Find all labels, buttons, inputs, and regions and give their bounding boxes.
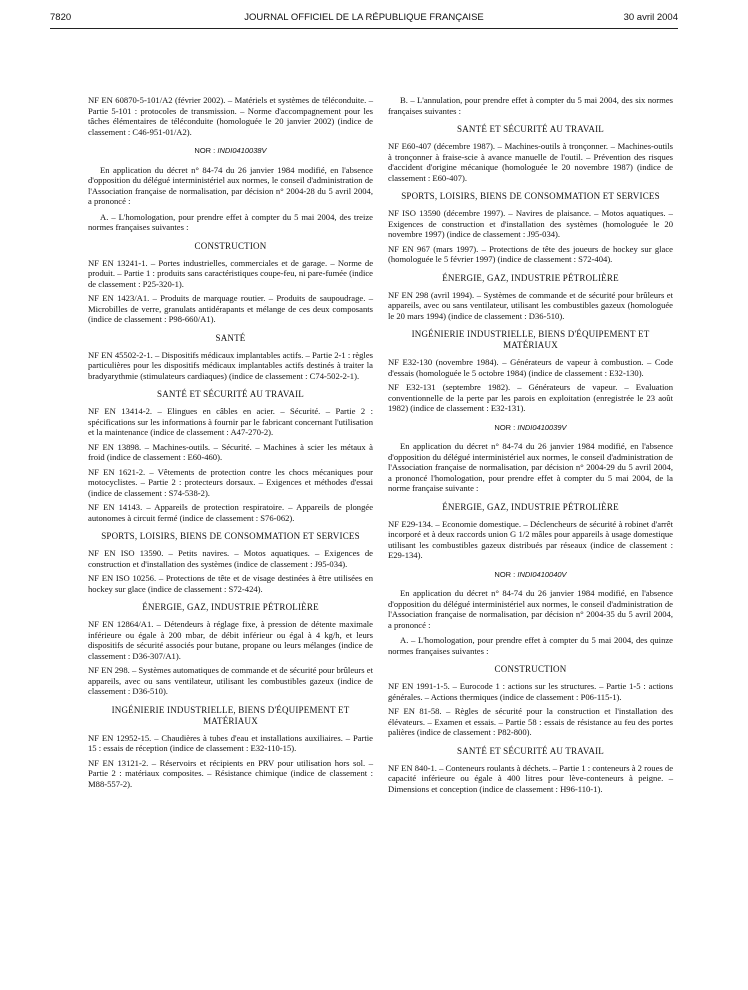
standard-description: – Economie domestique. – Déclencheurs de sécurité à robinet d'arrêt incorporé et à deux raccords union G 1/2 mâles pour appareils à usage domestique utilisant les combustibles gazeux distribués par réseaux (indice de classement : E29-134). [388, 518, 673, 560]
standard-code: NF EN 14143. [88, 502, 143, 512]
standard-code: NF EN 60870-5-101/A2 (février 2002). [88, 95, 226, 105]
standard-description: – Systèmes automatiques de commande et de sécurité pour brûleurs et appareils, avec ou sans ventilateur, utilisant les combustibles gazeux (indice de classement : D36-510). [88, 665, 373, 696]
standard-code: NF E29-134. [388, 518, 434, 529]
standard-description: – Dispositifs médicaux implantables actifs. – Partie 2-1 : règles particulières pour les dispositifs médicaux implantables actifs destinés à traiter la bradyarythmie (stimulateurs cardiaques) (indice de classement : C74-502-2-1). [88, 349, 373, 381]
section-heading: SPORTS, LOISIRS, BIENS DE CONSOMMATION ET SERVICES [401, 191, 660, 201]
section-heading: INGÉNIERIE INDUSTRIELLE, BIENS D'ÉQUIPEMENT ET MATÉRIAUX [111, 704, 350, 726]
standard-code: NF EN 13898. [88, 441, 142, 452]
standard-code: NF EN 13414-2. [88, 406, 153, 416]
standard-description: – Portes industrielles, commerciales et de garage. – Norme de produit. – Partie 1 : produits sans caractéristiques coupe-feu, ni pare-fumée (indice de classement : P25-320-1). [88, 257, 374, 289]
standard-entry [88, 573, 373, 594]
standard-code: NF EN 298. [88, 665, 130, 675]
standard-code: NF EN 45502-2-1. [88, 349, 153, 360]
standard-code: NF EN 967 (mars 1997). [388, 243, 479, 254]
standard-code: NF EN 13121-2. [88, 757, 149, 768]
standard-code: NF EN 1991-1-5. [388, 681, 450, 691]
standard-code: NF EN ISO 10256. [88, 573, 157, 583]
standard-entry [388, 706, 673, 738]
section-heading: CONSTRUCTION [494, 664, 567, 674]
standard-entry [388, 519, 673, 561]
issue-date: 30 avril 2004 [623, 12, 678, 23]
standard-entry [388, 208, 673, 240]
standard-description: – Systèmes de commande et de sécurité pour brûleurs et appareils, avec ou sans ventilateur, utilisant les combustibles gazeux (homologuée le 20 mars 1994) (indice de classement : D36-510). [388, 289, 674, 321]
left-column [88, 95, 373, 793]
section-heading: ÉNERGIE, GAZ, INDUSTRIE PÉTROLIÈRE [442, 501, 619, 512]
section-heading: INGÉNIERIE INDUSTRIELLE, BIENS D'ÉQUIPEMENT ET MATÉRIAUX [411, 329, 650, 350]
standard-description: – Détendeurs à réglage fixe, à pression de détente maximale inférieure ou égale à 200 mbar, de débit inférieur ou égal à 4 kg/h, et leurs dispositifs de sécurité associés pour butane, propane ou leurs mélanges (indice de classement : D36-307/A1). [88, 619, 373, 661]
standard-description: – Vêtements de protection contre les chocs mécaniques pour motocyclistes. – Partie 2 : protecteurs dorsaux. – Exigences et méthodes d'essai (indice de classement : S74-538-2). [88, 466, 374, 498]
nor-reference: NOR : INDI0410039V [494, 422, 567, 432]
standard-description: – Machines-outils à tronçonner. – Machines-outils à tronçonner à fraise-scie à avance manuelle de l'outil. – Prévention des risques d'accident d'origine mécanique (homologuée le 20 novembre 1987) (indice de classement : E60-407). [388, 141, 674, 183]
standard-entry [88, 293, 373, 325]
standard-description: – Générateurs de vapeur à combustion. – Code d'essais (homologuée le 5 octobre 1984) (indice de classement : E32-130). [388, 357, 674, 378]
standard-description: – Navires de plaisance. – Motos aquatiques. – Exigences de construction et d'installation des systèmes (homologuée le 20 novembre 1997) (indice de classement : J95-034). [388, 208, 673, 239]
standard-entry [88, 665, 373, 697]
standard-code: NF EN 840-1. [388, 762, 437, 773]
standard-entry [388, 382, 673, 414]
standard-entry [88, 758, 373, 790]
section-heading: SPORTS, LOISIRS, BIENS DE CONSOMMATION ET SERVICES [101, 531, 360, 541]
section-heading: SANTÉ ET SÉCURITÉ AU TRAVAIL [457, 124, 604, 134]
section-heading: SANTÉ ET SÉCURITÉ AU TRAVAIL [157, 389, 304, 399]
standard-entry [88, 350, 373, 382]
section-heading: ÉNERGIE, GAZ, INDUSTRIE PÉTROLIÈRE [442, 272, 619, 283]
standard-code: NF EN 13241-1. [88, 257, 148, 268]
standard-entry [88, 467, 373, 499]
standard-code: NF ISO 13590 (décembre 1997). [388, 208, 506, 218]
standard-entry [388, 357, 673, 378]
decision-paragraph: En application du décret n° 84-74 du 26 janvier 1984 modifié, en l'absence d'opposition du délégué interministériel aux normes, le conseil d'administration de l'Association française de normalisation, par décision n° 2004-35 du 5 avril 2004, a prononcé : [388, 588, 673, 630]
standard-entry [388, 763, 673, 795]
standard-description: – Appareils de protection respiratoire. – Appareils de plongée autonomes à circuit fermé (indice de classement : S76-062). [88, 502, 374, 523]
standard-description: – Matériels et systèmes de téléconduite. – Partie 5-101 : protocoles de transmission. – Norme d'accompagnement pour les tâches élémentaires de téléconduite (homologuée le 20 janvier 2002) (indice de classement : C46-951-01/A2). [88, 95, 373, 137]
standard-description: – Chaudières à tubes d'eau et installations auxiliaires. – Partie 15 : essais de réception (indice de classement : E32-110-15). [88, 732, 373, 753]
standard-code: NF E32-131 (septembre 1982). [388, 382, 511, 392]
decision-paragraph: En application du décret n° 84-74 du 26 janvier 1984 modifié, en l'absence d'opposition du délégué interministériel aux normes, le conseil d'administration de l'Association française de normalisation, par décision n° 2004-29 du 5 avril 2004, a prononcé l'homologation, pour prendre effet à compter du 5 mai 2004, de la norme française suivante : [388, 441, 673, 493]
section-heading: SANTÉ ET SÉCURITÉ AU TRAVAIL [457, 745, 604, 756]
standard-entry [88, 406, 373, 438]
section-heading: SANTÉ [215, 332, 246, 343]
nor-code: INDI0410039V [517, 422, 567, 432]
standard-entry [88, 733, 373, 754]
standard-description: – Règles de sécurité pour la construction et l'installation des élévateurs. – Examen et essais. – Partie 58 : essais de résistance au feu des portes palières (indice de classement : P82-800). [388, 706, 673, 737]
section-heading: ÉNERGIE, GAZ, INDUSTRIE PÉTROLIÈRE [142, 602, 319, 612]
decision-paragraph: En application du décret n° 84-74 du 26 janvier 1984 modifié, en l'absence d'opposition du délégué interministériel aux normes, le conseil d'administration de l'Association française de normalisation, par décision n° 2004-28 du 5 avril 2004, a prononcé : [88, 164, 373, 206]
standard-code: NF EN 1423/A1. [88, 293, 150, 303]
standard-entry [388, 681, 673, 702]
energy-section [388, 502, 673, 561]
standard-code: NF EN 12864/A1. [88, 619, 154, 629]
standard-code: NF EN 81-58. [388, 706, 442, 716]
standard-code: NF EN 298 (avril 1994). [388, 289, 475, 300]
standard-entry [88, 442, 373, 463]
standard-code: NF EN 12952-15. [88, 732, 152, 743]
standard-entry [388, 244, 673, 265]
standard-entry [388, 141, 673, 183]
section-heading: CONSTRUCTION [194, 240, 267, 251]
nor-code: INDI0410038V [217, 146, 267, 155]
nor-code: INDI0410040V [517, 569, 567, 579]
standard-entry [88, 502, 373, 523]
right-column [388, 95, 673, 798]
homologation-paragraph: A. – L'homologation, pour prendre effet à compter du 5 mai 2004, des quinze normes françaises suivantes : [388, 635, 673, 656]
annulation-sections [388, 124, 673, 414]
standard-description: – Petits navires. – Motos aquatiques. – Exigences de construction et d'installation des systèmes (indice de classement : J95-034). [88, 548, 373, 569]
journal-title: JOURNAL OFFICIEL DE LA RÉPUBLIQUE FRANÇAISE [244, 12, 484, 23]
standard-description: – Conteneurs roulants à déchets. – Partie 1 : conteneurs à 2 roues de capacité inférieure ou égale à 400 litres pour lève-conteneurs à peigne. – Dimensions et conception (indice de classement : H96-110-1). [388, 762, 674, 794]
standard-description: – Elingues en câbles en acier. – Sécurité. – Partie 2 : spécifications sur les informations à fournir par le fabricant concernant l'utilisation et la maintenance (indice de classement : A47-270-2). [88, 406, 373, 437]
standard-code: NF E60-407 (décembre 1987). [388, 141, 496, 151]
standard-entry [88, 258, 373, 290]
standard-code: NF E32-130 (novembre 1984). [388, 357, 499, 367]
standard-description: – Produits de marquage routier. – Produits de saupoudrage. – Microbilles de verre, granulats antidérapants et mélange de ces deux composants (indice de classement : P98-660/A1). [88, 293, 373, 324]
page-header [50, 8, 678, 29]
standard-entry [88, 95, 373, 137]
standard-description: – Machines-outils. – Sécurité. – Machines à scier les métaux à froid (indice de classement : E60-460). [88, 441, 373, 462]
left-sections [88, 241, 373, 790]
nor-reference: NOR : INDI0410038V [194, 146, 267, 155]
standard-description: – Protections de tête des joueurs de hockey sur glace (homologuée le 5 février 1997) (indice de classement : S72-404). [388, 243, 673, 264]
homologation-paragraph: A. – L'homologation, pour prendre effet à compter du 5 mai 2004, des treize normes françaises suivantes : [88, 211, 373, 232]
standard-entry [88, 548, 373, 569]
standard-description: – Générateurs de vapeur. – Evaluation conventionnelle de la perte par les parois en exploitation (enregistrée le 23 août 1982) (indice de classement : E32-131). [388, 382, 673, 413]
standard-description: – Réservoirs et récipients en PRV pour utilisation hors sol. – Partie 2 : matériaux composites. – Résistance chimique (indice de classement : M88-557-2). [88, 757, 374, 789]
homologation-sections [388, 664, 673, 794]
standard-description: – Eurocode 1 : actions sur les structures. – Partie 1-5 : actions générales. – Actions thermiques (indice de classement : P06-115-1). [388, 681, 673, 702]
standard-description: – Protections de tête et de visage destinées à être utilisées en hockey sur glace (indice de classement : S72-424). [88, 573, 373, 594]
annulation-paragraph: B. – L'annulation, pour prendre effet à compter du 5 mai 2004, des six normes françaises suivantes : [388, 95, 673, 116]
nor-reference: NOR : INDI0410040V [494, 569, 567, 579]
standard-code: NF EN 1621-2. [88, 466, 146, 477]
page-number: 7820 [50, 12, 72, 23]
standard-entry [388, 290, 673, 322]
standard-code: NF EN ISO 13590. [88, 548, 164, 558]
standard-entry [88, 619, 373, 661]
